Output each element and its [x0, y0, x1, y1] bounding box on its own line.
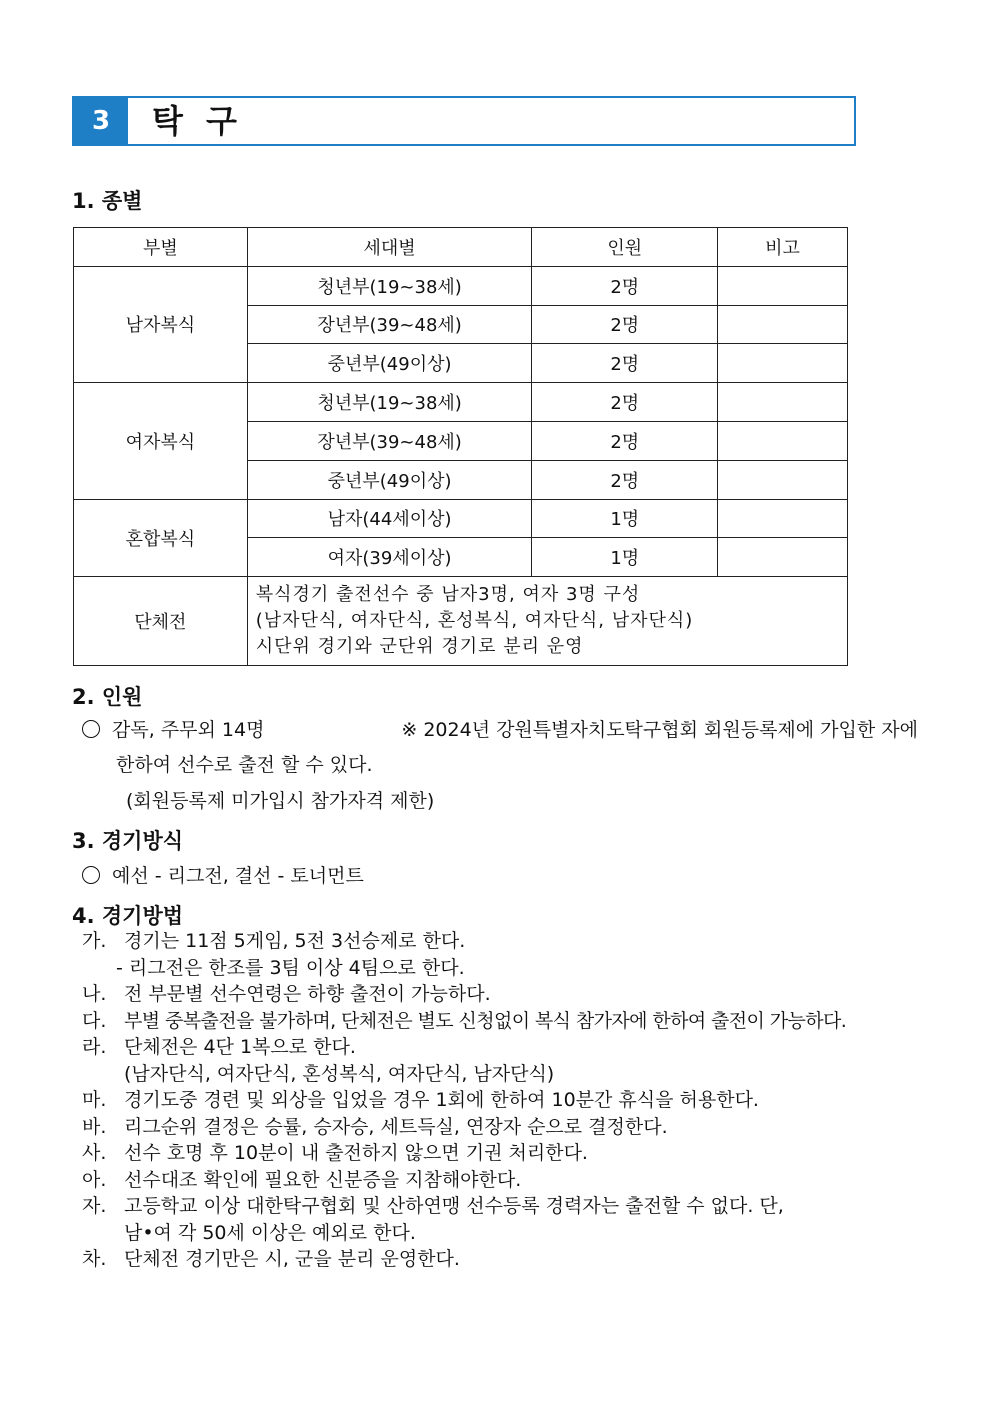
- header-cell: 부별: [74, 228, 248, 267]
- count-cell: 1명: [532, 538, 718, 577]
- list-marker: 라.: [82, 1036, 107, 1058]
- list-text: 선수대조 확인에 필요한 신분증을 지참해야한다.: [124, 1168, 522, 1191]
- section-heading-3: 3. 경기방식: [72, 829, 184, 853]
- list-marker: 다.: [82, 1009, 107, 1032]
- remarks-cell: [718, 460, 848, 499]
- list-marker: 아.: [82, 1168, 107, 1191]
- section-heading-4: 4. 경기방법: [72, 904, 184, 928]
- list-item: [82, 1087, 846, 1114]
- method-line: [82, 864, 364, 888]
- list-marker: 바.: [82, 1115, 107, 1138]
- list-marker: 차.: [82, 1248, 107, 1270]
- list-marker: 나.: [82, 983, 107, 1005]
- section-heading-1: 1. 종별: [72, 189, 143, 213]
- page-title: 탁 구: [152, 102, 243, 140]
- count-cell: 2명: [532, 305, 718, 344]
- count-cell: 2명: [532, 383, 718, 422]
- remarks-cell: [718, 499, 848, 538]
- personnel-count: 감독, 주무외 14명: [112, 719, 265, 741]
- remarks-cell: [718, 344, 848, 383]
- circle-bullet-icon: [82, 720, 100, 738]
- remarks-cell: [718, 305, 848, 344]
- team-event-note: [247, 577, 847, 666]
- section-heading-2: 2. 인원: [72, 685, 143, 709]
- list-item: [82, 1246, 846, 1273]
- list-marker: 가.: [82, 930, 107, 952]
- remarks-cell: [718, 538, 848, 577]
- list-item: [82, 1167, 846, 1194]
- list-text: 단체전 경기만은 시, 군을 분리 운영한다.: [124, 1248, 460, 1270]
- section-number: 3: [74, 98, 128, 144]
- team-note-line: 시단위 경기와 군단위 경기로 분리 운영: [255, 636, 584, 658]
- division-cell: 혼합복식: [74, 499, 248, 577]
- count-cell: 2명: [532, 460, 718, 499]
- personnel-line-1: [82, 718, 918, 742]
- list-text: 선수 호명 후 10분이 내 출전하지 않으면 기권 처리한다.: [124, 1142, 588, 1164]
- table-row: [74, 266, 848, 305]
- list-text: 전 부문별 선수연령은 하향 출전이 가능하다.: [124, 983, 491, 1005]
- list-item: [82, 928, 846, 955]
- age-group-cell: 여자(39세이상): [247, 538, 532, 577]
- list-text: 단체전은 4단 1복으로 한다.: [124, 1036, 356, 1058]
- method-text: 예선 - 리그전, 결선 - 토너먼트: [112, 865, 364, 887]
- list-marker: 자.: [82, 1195, 107, 1217]
- table-row: [74, 383, 848, 422]
- header-cell: 비고: [718, 228, 848, 267]
- personnel-note: ※ 2024년 강원특별자치도탁구협회 회원등록제에 가입한 자에: [401, 719, 918, 741]
- list-text: 경기도중 경련 및 외상을 입었을 경우 1회에 한하여 10분간 휴식을 허용한다.: [124, 1089, 759, 1111]
- events-table: [73, 227, 848, 666]
- list-marker: 마.: [82, 1089, 107, 1111]
- division-cell: 남자복식: [74, 266, 248, 382]
- age-group-cell: 청년부(19~38세): [247, 266, 532, 305]
- age-group-cell: 중년부(49이상): [247, 344, 532, 383]
- list-item: [82, 1034, 846, 1061]
- list-text: 부별 중복출전을 불가하며, 단체전은 별도 신청없이 복식 참가자에 한하여 출전이 가능하다.: [124, 1009, 847, 1032]
- age-group-cell: 장년부(39~48세): [247, 421, 532, 460]
- list-text: 경기는 11점 5게임, 5전 3선승제로 한다.: [124, 930, 466, 952]
- table-header-row: [74, 228, 848, 267]
- age-group-cell: 장년부(39~48세): [247, 305, 532, 344]
- list-text: 리그순위 결정은 승률, 승자승, 세트득실, 연장자 순으로 결정한다.: [124, 1115, 668, 1138]
- table-row: [74, 577, 848, 666]
- header-cell: 인원: [532, 228, 718, 267]
- list-item: [82, 1114, 846, 1141]
- list-item: [82, 981, 846, 1008]
- table-row: [74, 499, 848, 538]
- title-box: [72, 96, 856, 146]
- list-item: [82, 1193, 846, 1220]
- remarks-cell: [718, 266, 848, 305]
- age-group-cell: 중년부(49이상): [247, 460, 532, 499]
- division-cell: 여자복식: [74, 383, 248, 499]
- count-cell: 1명: [532, 499, 718, 538]
- header-cell: 세대별: [247, 228, 532, 267]
- personnel-line-2: 한하여 선수로 출전 할 수 있다.: [116, 754, 373, 776]
- remarks-cell: [718, 383, 848, 422]
- list-marker: 사.: [82, 1142, 107, 1164]
- age-group-cell: 남자(44세이상): [247, 499, 532, 538]
- remarks-cell: [718, 421, 848, 460]
- list-item: [82, 1008, 846, 1035]
- division-cell: 단체전: [74, 577, 248, 666]
- circle-bullet-icon: [82, 866, 100, 884]
- age-group-cell: 청년부(19~38세): [247, 383, 532, 422]
- list-text: 고등학교 이상 대한탁구협회 및 산하연맹 선수등록 경력자는 출전할 수 없다. 단,: [124, 1195, 784, 1217]
- list-item: [82, 1140, 846, 1167]
- list-sub-item: - 리그전은 한조를 3팀 이상 4팀으로 한다.: [116, 956, 465, 979]
- team-note-line: 복식경기 출전선수 중 남자3명, 여자 3명 구성: [255, 584, 641, 606]
- count-cell: 2명: [532, 266, 718, 305]
- list-sub-item: 남•여 각 50세 이상은 예외로 한다.: [124, 1221, 416, 1244]
- personnel-line-3: (회원등록제 미가입시 참가자격 제한): [126, 790, 435, 812]
- count-cell: 2명: [532, 421, 718, 460]
- team-note-line: (남자단식, 여자단식, 혼성복식, 여자단식, 남자단식): [255, 610, 694, 632]
- list-sub-item: (남자단식, 여자단식, 혼성복식, 여자단식, 남자단식): [124, 1062, 555, 1085]
- count-cell: 2명: [532, 344, 718, 383]
- rules-list: [82, 928, 846, 1273]
